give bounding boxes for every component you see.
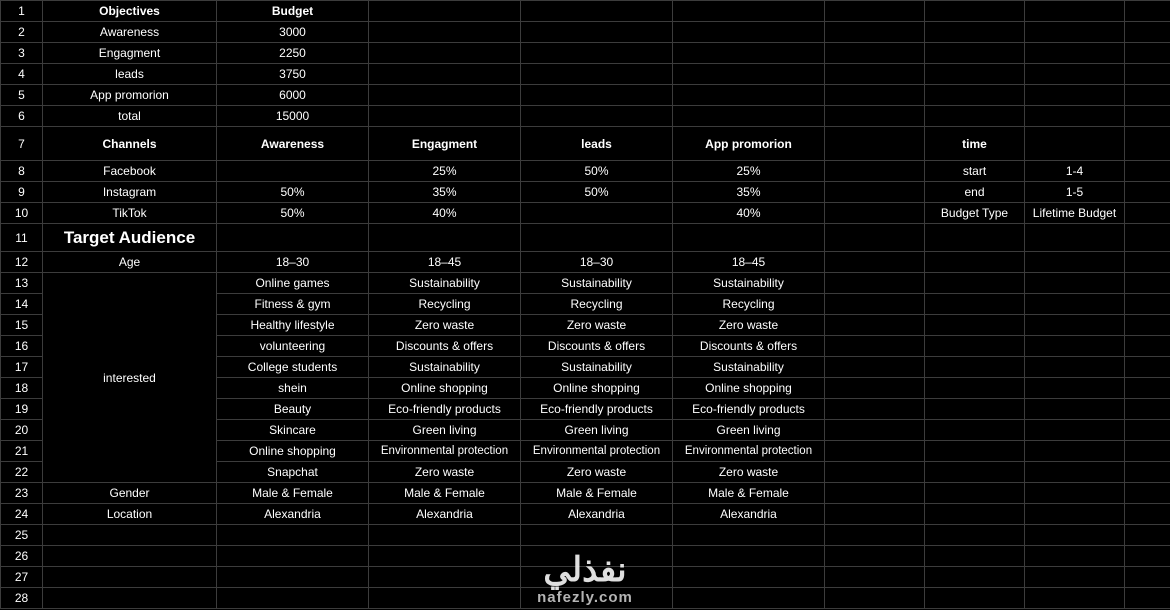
cell-empty[interactable] xyxy=(925,22,1025,43)
row-header[interactable]: 23 xyxy=(1,483,43,504)
row-header[interactable]: 4 xyxy=(1,64,43,85)
interest-value[interactable]: Skincare xyxy=(217,420,369,441)
row-header[interactable]: 1 xyxy=(1,1,43,22)
time-header[interactable]: time xyxy=(925,127,1025,161)
cell-empty[interactable] xyxy=(925,85,1025,106)
watermark-arabic-text: نفذلي xyxy=(543,551,627,590)
row-header[interactable]: 21 xyxy=(1,441,43,462)
cell-empty[interactable] xyxy=(673,588,825,609)
row-header[interactable]: 24 xyxy=(1,504,43,525)
cell-empty[interactable] xyxy=(925,106,1025,127)
cell-empty[interactable] xyxy=(1025,588,1125,609)
time-label[interactable]: end xyxy=(925,182,1025,203)
objective-name[interactable]: Awareness xyxy=(43,22,217,43)
cell-empty[interactable] xyxy=(1125,588,1170,609)
table-row xyxy=(1,525,1170,546)
objective-name[interactable]: Engagment xyxy=(43,43,217,64)
cell-empty[interactable] xyxy=(1125,203,1170,224)
cell-empty[interactable] xyxy=(1125,161,1170,182)
cell-empty[interactable] xyxy=(825,22,925,43)
cell-empty[interactable] xyxy=(1125,106,1170,127)
cell-empty[interactable] xyxy=(1125,546,1170,567)
interest-value[interactable]: shein xyxy=(217,378,369,399)
age-value[interactable]: 18–30 xyxy=(217,252,369,273)
table-row xyxy=(1,546,1170,567)
cell-empty[interactable] xyxy=(825,182,925,203)
row-header[interactable]: 20 xyxy=(1,420,43,441)
interest-value[interactable]: Green living xyxy=(673,420,825,441)
budget-type-label[interactable]: Budget Type xyxy=(925,203,1025,224)
cell-empty[interactable] xyxy=(1025,399,1125,420)
cell-empty[interactable] xyxy=(925,504,1025,525)
cell-empty[interactable] xyxy=(1125,462,1170,483)
interest-value[interactable]: Healthy lifestyle xyxy=(217,315,369,336)
interest-value[interactable]: Online shopping xyxy=(521,378,673,399)
cell-empty[interactable] xyxy=(217,588,369,609)
row-header[interactable]: 10 xyxy=(1,203,43,224)
interest-value[interactable]: Discounts & offers xyxy=(521,336,673,357)
channel-value[interactable]: 35% xyxy=(673,182,825,203)
gender-value[interactable]: Male & Female xyxy=(673,483,825,504)
table-row xyxy=(1,1,1170,22)
channel-name[interactable]: TikTok xyxy=(43,203,217,224)
interest-value[interactable]: Online games xyxy=(217,273,369,294)
budget-type-value[interactable]: Lifetime Budget xyxy=(1025,203,1125,224)
cell-empty[interactable] xyxy=(43,525,217,546)
interest-value[interactable]: Environmental protection xyxy=(673,441,825,462)
cell-empty[interactable] xyxy=(1125,483,1170,504)
table-row xyxy=(1,22,1170,43)
cell-empty[interactable] xyxy=(369,224,521,252)
cell-empty[interactable] xyxy=(825,161,925,182)
cell-empty[interactable] xyxy=(925,399,1025,420)
channel-value[interactable] xyxy=(521,203,673,224)
cell-empty[interactable] xyxy=(1025,294,1125,315)
interest-value[interactable]: Eco-friendly products xyxy=(369,399,521,420)
channel-value[interactable]: 35% xyxy=(369,182,521,203)
cell-empty[interactable] xyxy=(825,378,925,399)
interest-value[interactable]: Sustainability xyxy=(369,273,521,294)
interest-value[interactable]: Snapchat xyxy=(217,462,369,483)
time-label[interactable]: start xyxy=(925,161,1025,182)
objective-name[interactable]: total xyxy=(43,106,217,127)
cell-empty[interactable] xyxy=(825,399,925,420)
age-label[interactable]: Age xyxy=(43,252,217,273)
interest-value[interactable]: Beauty xyxy=(217,399,369,420)
row-header[interactable]: 17 xyxy=(1,357,43,378)
watermark-latin-text: nafezly.com xyxy=(537,589,633,606)
table-row xyxy=(1,588,1170,609)
interest-value[interactable]: Online shopping xyxy=(217,441,369,462)
cell-empty[interactable] xyxy=(825,106,925,127)
interest-value[interactable]: Fitness & gym xyxy=(217,294,369,315)
channel-col-awareness[interactable]: Awareness xyxy=(217,127,369,161)
table-row xyxy=(1,252,1170,273)
gender-value[interactable]: Male & Female xyxy=(217,483,369,504)
location-value[interactable]: Alexandria xyxy=(369,504,521,525)
cell-empty[interactable] xyxy=(673,22,825,43)
cell-empty[interactable] xyxy=(1125,315,1170,336)
cell-empty[interactable] xyxy=(1125,567,1170,588)
table-row xyxy=(1,203,1170,224)
cell-empty[interactable] xyxy=(825,85,925,106)
cell-empty[interactable] xyxy=(1025,504,1125,525)
row-header[interactable]: 11 xyxy=(1,224,43,252)
interest-value[interactable]: Zero waste xyxy=(673,315,825,336)
cell-empty[interactable] xyxy=(825,441,925,462)
cell-empty[interactable] xyxy=(1025,546,1125,567)
objective-budget[interactable]: 2250 xyxy=(217,43,369,64)
cell-empty[interactable] xyxy=(1025,441,1125,462)
age-value[interactable]: 18–45 xyxy=(369,252,521,273)
interest-value[interactable]: Zero waste xyxy=(521,462,673,483)
cell-empty[interactable] xyxy=(825,252,925,273)
cell-empty[interactable] xyxy=(369,567,521,588)
cell-empty[interactable] xyxy=(521,1,673,22)
cell-empty[interactable] xyxy=(1125,357,1170,378)
cell-empty[interactable] xyxy=(1125,22,1170,43)
cell-empty[interactable] xyxy=(1025,336,1125,357)
table-row xyxy=(1,483,1170,504)
interest-value[interactable]: Online shopping xyxy=(673,378,825,399)
cell-empty[interactable] xyxy=(825,546,925,567)
cell-empty[interactable] xyxy=(925,588,1025,609)
row-header[interactable]: 15 xyxy=(1,315,43,336)
row-header[interactable]: 2 xyxy=(1,22,43,43)
interest-value[interactable]: Online shopping xyxy=(369,378,521,399)
row-header[interactable]: 13 xyxy=(1,273,43,294)
cell-empty[interactable] xyxy=(217,224,369,252)
gender-value[interactable]: Male & Female xyxy=(369,483,521,504)
cell-empty[interactable] xyxy=(369,85,521,106)
table-row xyxy=(1,224,1170,252)
cell-empty[interactable] xyxy=(925,336,1025,357)
cell-empty[interactable] xyxy=(825,64,925,85)
cell-empty[interactable] xyxy=(825,224,925,252)
cell-empty[interactable] xyxy=(673,106,825,127)
cell-empty[interactable] xyxy=(673,43,825,64)
time-value[interactable]: 1-4 xyxy=(1025,161,1125,182)
cell-empty[interactable] xyxy=(1025,252,1125,273)
cell-empty[interactable] xyxy=(521,546,673,567)
cell-empty[interactable] xyxy=(369,546,521,567)
cell-empty[interactable] xyxy=(1025,357,1125,378)
table-row xyxy=(1,182,1170,203)
cell-empty[interactable] xyxy=(1025,106,1125,127)
interest-value[interactable]: Sustainability xyxy=(673,273,825,294)
cell-empty[interactable] xyxy=(925,525,1025,546)
channel-value[interactable]: 50% xyxy=(521,161,673,182)
cell-empty[interactable] xyxy=(1125,85,1170,106)
cell-empty[interactable] xyxy=(1025,43,1125,64)
interest-value[interactable]: Sustainability xyxy=(673,357,825,378)
cell-empty[interactable] xyxy=(925,315,1025,336)
cell-empty[interactable] xyxy=(521,64,673,85)
channel-value[interactable] xyxy=(217,161,369,182)
interest-value[interactable]: volunteering xyxy=(217,336,369,357)
channel-value[interactable]: 50% xyxy=(217,182,369,203)
cell-empty[interactable] xyxy=(673,85,825,106)
target-audience-header[interactable]: Target Audience xyxy=(43,224,217,252)
cell-empty[interactable] xyxy=(1025,273,1125,294)
channel-name[interactable]: Instagram xyxy=(43,182,217,203)
table-row xyxy=(1,161,1170,182)
cell-empty[interactable] xyxy=(1125,182,1170,203)
interest-value[interactable]: Green living xyxy=(521,420,673,441)
cell-empty[interactable] xyxy=(1025,525,1125,546)
time-header-value[interactable] xyxy=(1025,127,1125,161)
interest-value[interactable]: Zero waste xyxy=(369,315,521,336)
row-header[interactable]: 9 xyxy=(1,182,43,203)
interested-label[interactable]: interested xyxy=(43,273,217,483)
interest-value[interactable]: Sustainability xyxy=(521,273,673,294)
cell-empty[interactable] xyxy=(925,224,1025,252)
cell-empty[interactable] xyxy=(521,43,673,64)
row-header[interactable]: 19 xyxy=(1,399,43,420)
cell-empty[interactable] xyxy=(825,43,925,64)
row-header[interactable]: 5 xyxy=(1,85,43,106)
cell-empty[interactable] xyxy=(1025,1,1125,22)
cell-empty[interactable] xyxy=(521,106,673,127)
row-header[interactable]: 7 xyxy=(1,127,43,161)
cell-empty[interactable] xyxy=(925,273,1025,294)
location-value[interactable]: Alexandria xyxy=(521,504,673,525)
channels-header[interactable]: Channels xyxy=(43,127,217,161)
cell-empty[interactable] xyxy=(925,1,1025,22)
cell-empty[interactable] xyxy=(369,64,521,85)
cell-empty[interactable] xyxy=(217,567,369,588)
cell-empty[interactable] xyxy=(369,1,521,22)
cell-empty[interactable] xyxy=(825,504,925,525)
cell-empty[interactable] xyxy=(1125,441,1170,462)
interest-value[interactable]: Sustainability xyxy=(521,357,673,378)
row-header[interactable]: 27 xyxy=(1,567,43,588)
cell-empty[interactable] xyxy=(521,85,673,106)
cell-empty[interactable] xyxy=(673,64,825,85)
channel-value[interactable]: 40% xyxy=(369,203,521,224)
cell-empty[interactable] xyxy=(673,546,825,567)
interest-value[interactable]: Eco-friendly products xyxy=(673,399,825,420)
cell-empty[interactable] xyxy=(925,567,1025,588)
row-header[interactable]: 26 xyxy=(1,546,43,567)
cell-empty[interactable] xyxy=(1125,64,1170,85)
cell-empty[interactable] xyxy=(925,420,1025,441)
cell-empty[interactable] xyxy=(1125,1,1170,22)
cell-empty[interactable] xyxy=(1025,462,1125,483)
cell-empty[interactable] xyxy=(925,462,1025,483)
table-row xyxy=(1,64,1170,85)
cell-empty[interactable] xyxy=(1025,420,1125,441)
table-row xyxy=(1,504,1170,525)
channel-value[interactable]: 50% xyxy=(217,203,369,224)
interest-value[interactable]: Zero waste xyxy=(673,462,825,483)
cell-empty[interactable] xyxy=(1125,43,1170,64)
cell-empty[interactable] xyxy=(1025,224,1125,252)
cell-empty[interactable] xyxy=(825,315,925,336)
objective-budget[interactable]: 15000 xyxy=(217,106,369,127)
row-header[interactable]: 8 xyxy=(1,161,43,182)
cell-empty[interactable] xyxy=(1125,252,1170,273)
cell-empty[interactable] xyxy=(825,420,925,441)
objective-budget[interactable]: 3000 xyxy=(217,22,369,43)
cell-empty[interactable] xyxy=(825,203,925,224)
cell-empty[interactable] xyxy=(925,546,1025,567)
table-row xyxy=(1,273,1170,294)
gender-value[interactable]: Male & Female xyxy=(521,483,673,504)
interest-value[interactable]: Recycling xyxy=(369,294,521,315)
table-row xyxy=(1,85,1170,106)
cell-empty[interactable] xyxy=(825,273,925,294)
interest-value[interactable]: Discounts & offers xyxy=(369,336,521,357)
interest-value[interactable]: Green living xyxy=(369,420,521,441)
objective-name[interactable]: App promorion xyxy=(43,85,217,106)
objective-name[interactable]: leads xyxy=(43,64,217,85)
cell-empty[interactable] xyxy=(925,378,1025,399)
budget-header[interactable]: Budget xyxy=(217,1,369,22)
interest-value[interactable]: Zero waste xyxy=(521,315,673,336)
cell-empty[interactable] xyxy=(369,588,521,609)
age-value[interactable]: 18–30 xyxy=(521,252,673,273)
cell-empty[interactable] xyxy=(673,525,825,546)
interest-value[interactable]: College students xyxy=(217,357,369,378)
row-header[interactable]: 12 xyxy=(1,252,43,273)
cell-empty[interactable] xyxy=(1125,273,1170,294)
cell-empty[interactable] xyxy=(521,567,673,588)
cell-empty[interactable] xyxy=(1125,504,1170,525)
cell-empty[interactable] xyxy=(217,525,369,546)
cell-empty[interactable] xyxy=(1025,378,1125,399)
interest-value[interactable]: Recycling xyxy=(521,294,673,315)
time-value[interactable]: 1-5 xyxy=(1025,182,1125,203)
cell-empty[interactable] xyxy=(925,294,1025,315)
cell-empty[interactable] xyxy=(825,483,925,504)
cell-empty[interactable] xyxy=(43,588,217,609)
objective-budget[interactable]: 6000 xyxy=(217,85,369,106)
cell-empty[interactable] xyxy=(925,441,1025,462)
gender-label[interactable]: Gender xyxy=(43,483,217,504)
row-header[interactable]: 6 xyxy=(1,106,43,127)
location-value[interactable]: Alexandria xyxy=(217,504,369,525)
table-row xyxy=(1,106,1170,127)
cell-empty[interactable] xyxy=(1125,336,1170,357)
table-row xyxy=(1,43,1170,64)
objectives-header[interactable]: Objectives xyxy=(43,1,217,22)
channel-value[interactable]: 25% xyxy=(673,161,825,182)
cell-empty[interactable] xyxy=(1125,399,1170,420)
age-value[interactable]: 18–45 xyxy=(673,252,825,273)
cell-empty[interactable] xyxy=(925,483,1025,504)
cell-empty[interactable] xyxy=(825,1,925,22)
channel-value[interactable]: 40% xyxy=(673,203,825,224)
interest-value[interactable]: Eco-friendly products xyxy=(521,399,673,420)
cell-empty[interactable] xyxy=(825,588,925,609)
cell-empty[interactable] xyxy=(1025,567,1125,588)
cell-empty[interactable] xyxy=(521,22,673,43)
table-row xyxy=(1,567,1170,588)
row-header[interactable]: 25 xyxy=(1,525,43,546)
row-header[interactable]: 18 xyxy=(1,378,43,399)
channel-col-app-promotion[interactable]: App promorion xyxy=(673,127,825,161)
row-header[interactable]: 16 xyxy=(1,336,43,357)
cell-empty[interactable] xyxy=(1125,378,1170,399)
row-header[interactable]: 22 xyxy=(1,462,43,483)
interest-value[interactable]: Zero waste xyxy=(369,462,521,483)
cell-empty[interactable] xyxy=(1125,127,1170,161)
cell-empty[interactable] xyxy=(925,357,1025,378)
cell-empty[interactable] xyxy=(43,546,217,567)
cell-empty[interactable] xyxy=(925,64,1025,85)
cell-empty[interactable] xyxy=(1025,22,1125,43)
channel-value[interactable]: 25% xyxy=(369,161,521,182)
cell-empty[interactable] xyxy=(1125,294,1170,315)
cell-empty[interactable] xyxy=(825,127,925,161)
cell-empty[interactable] xyxy=(825,567,925,588)
cell-empty[interactable] xyxy=(1125,420,1170,441)
cell-empty[interactable] xyxy=(369,43,521,64)
channel-col-leads[interactable]: leads xyxy=(521,127,673,161)
cell-empty[interactable] xyxy=(925,252,1025,273)
cell-empty[interactable] xyxy=(521,224,673,252)
row-header[interactable]: 28 xyxy=(1,588,43,609)
interest-value[interactable]: Environmental protection xyxy=(521,441,673,462)
objective-budget[interactable]: 3750 xyxy=(217,64,369,85)
interest-value[interactable]: Discounts & offers xyxy=(673,336,825,357)
cell-empty[interactable] xyxy=(673,1,825,22)
channel-name[interactable]: Facebook xyxy=(43,161,217,182)
cell-empty[interactable] xyxy=(521,588,673,609)
cell-empty[interactable] xyxy=(825,462,925,483)
interest-value[interactable]: Environmental protection xyxy=(369,441,521,462)
channel-col-engagment[interactable]: Engagment xyxy=(369,127,521,161)
cell-empty[interactable] xyxy=(673,567,825,588)
table-row xyxy=(1,127,1170,161)
cell-empty[interactable] xyxy=(1125,525,1170,546)
cell-empty[interactable] xyxy=(369,22,521,43)
cell-empty[interactable] xyxy=(1025,64,1125,85)
location-label[interactable]: Location xyxy=(43,504,217,525)
interest-value[interactable]: Recycling xyxy=(673,294,825,315)
cell-empty[interactable] xyxy=(1025,85,1125,106)
cell-empty[interactable] xyxy=(1125,224,1170,252)
cell-empty[interactable] xyxy=(369,106,521,127)
cell-empty[interactable] xyxy=(825,336,925,357)
cell-empty[interactable] xyxy=(521,525,673,546)
cell-empty[interactable] xyxy=(43,567,217,588)
cell-empty[interactable] xyxy=(1025,483,1125,504)
cell-empty[interactable] xyxy=(925,43,1025,64)
row-header[interactable]: 3 xyxy=(1,43,43,64)
channel-value[interactable]: 50% xyxy=(521,182,673,203)
interest-value[interactable]: Sustainability xyxy=(369,357,521,378)
cell-empty[interactable] xyxy=(673,224,825,252)
cell-empty[interactable] xyxy=(369,525,521,546)
cell-empty[interactable] xyxy=(825,357,925,378)
cell-empty[interactable] xyxy=(217,546,369,567)
location-value[interactable]: Alexandria xyxy=(673,504,825,525)
row-header[interactable]: 14 xyxy=(1,294,43,315)
cell-empty[interactable] xyxy=(825,525,925,546)
cell-empty[interactable] xyxy=(1025,315,1125,336)
cell-empty[interactable] xyxy=(825,294,925,315)
